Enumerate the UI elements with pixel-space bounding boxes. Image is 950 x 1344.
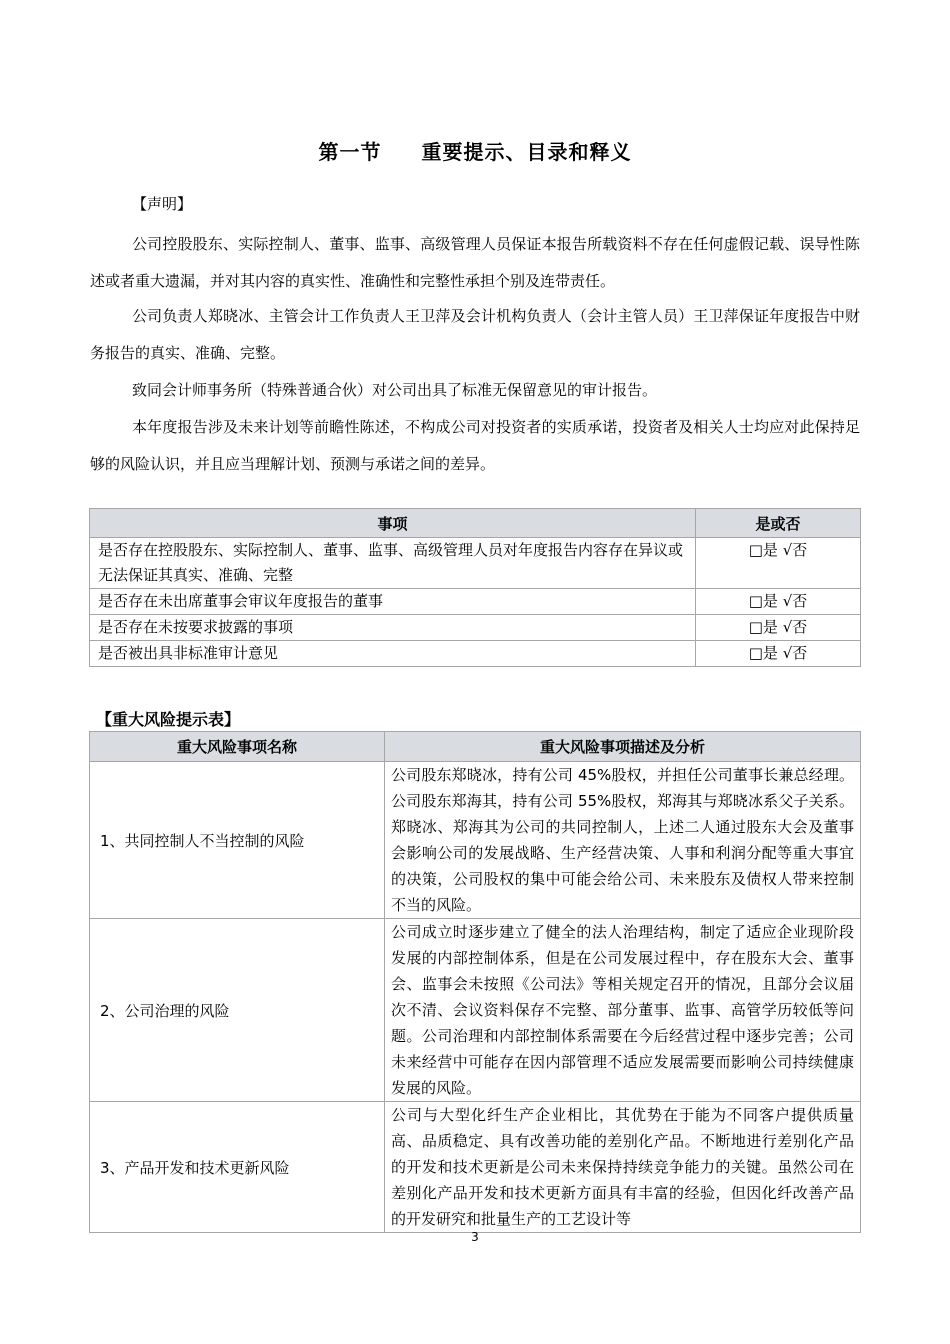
page-number: 3 — [471, 1230, 479, 1244]
risk-name: 3、产品开发和技术更新风险 — [90, 1102, 385, 1233]
matter-item: 是否存在未出席董事会审议年度报告的董事 — [90, 589, 696, 615]
matter-item: 是否存在未按要求披露的事项 — [90, 615, 696, 641]
table-row — [90, 589, 861, 615]
table-row — [90, 919, 861, 1102]
paragraph-audit: 致同会计师事务所（特殊普通合伙）对公司出具了标准无保留意见的审计报告。 — [132, 381, 658, 399]
column-header-item: 事项 — [90, 509, 696, 538]
matter-item: 是否被出具非标准审计意见 — [90, 641, 696, 667]
table-row — [90, 641, 861, 667]
paragraph-responsible: 公司负责人郑晓冰、主管会计工作负责人王卫萍及会计机构负责人（会计主管人员）王卫萍保证年度报告中财务报告的真实、准确、完整。 — [90, 307, 860, 362]
declaration-label: 【声明】 — [132, 195, 193, 213]
matters-table — [89, 508, 861, 667]
risk-description: 公司股东郑晓冰，持有公司 45%股权，并担任公司董事长兼总经理。公司股东郑海其，持有公司 55%股权，郑海其与郑晓冰系父子关系。郑晓冰、郑海其为公司的共同控制人，上述二人通过股东大会及董事会影响公司的发展战略、生产经营决策、人事和利润分配等重大事宜的决策，公司股权的集中可能会给公司、未来股东及债权人带来控制不当的风险。 — [385, 762, 861, 919]
table-header-row — [90, 732, 861, 762]
matter-answer: □是 √否 — [696, 538, 861, 589]
matter-item: 是否存在控股股东、实际控制人、董事、监事、高级管理人员对年度报告内容存在异议或无法保证其真实、准确、完整 — [90, 538, 696, 589]
risk-description: 公司与大型化纤生产企业相比，其优势在于能为不同客户提供质量高、品质稳定、具有改善功能的差别化产品。不断地进行差别化产品的开发和技术更新是公司未来保持持续竞争能力的关键。虽然公司在差别化产品开发和技术更新方面具有丰富的经验，但因化纤改善产品的开发研究和批量生产的工艺设计等 — [385, 1102, 861, 1233]
risk-table-heading: 【重大风险提示表】 — [96, 710, 241, 729]
matter-answer: □是 √否 — [696, 615, 861, 641]
matter-answer: □是 √否 — [696, 589, 861, 615]
paragraph-guarantee: 公司控股股东、实际控制人、董事、监事、高级管理人员保证本报告所载资料不存在任何虚假记载、误导性陈述或者重大遗漏，并对其内容的真实性、准确性和完整性承担个别及连带责任。 — [90, 235, 860, 290]
risk-name: 2、公司治理的风险 — [90, 919, 385, 1102]
table-row — [90, 762, 861, 919]
risk-table — [89, 731, 861, 1233]
table-row — [90, 1102, 861, 1233]
paragraph-forward-looking: 本年度报告涉及未来计划等前瞻性陈述，不构成公司对投资者的实质承诺，投资者及相关人士均应对此保持足够的风险认识，并且应当理解计划、预测与承诺之间的差异。 — [90, 418, 860, 473]
table-row — [90, 615, 861, 641]
risk-name: 1、共同控制人不当控制的风险 — [90, 762, 385, 919]
risk-description: 公司成立时逐步建立了健全的法人治理结构，制定了适应企业现阶段发展的内部控制体系，但是在公司发展过程中，存在股东大会、董事会、监事会未按照《公司法》等相关规定召开的情况，且部分会议届次不清、会议资料保存不完整、部分董事、监事、高管学历较低等问题。公司治理和内部控制体系需要在今后经营过程中逐步完善；公司未来经营中可能存在因内部管理不适应发展需要而影响公司持续健康发展的风险。 — [385, 919, 861, 1102]
table-header-row — [90, 509, 861, 538]
column-header-answer: 是或否 — [696, 509, 861, 538]
section-title: 第一节 重要提示、目录和释义 — [318, 140, 632, 164]
matter-answer: □是 √否 — [696, 641, 861, 667]
column-header-risk-desc: 重大风险事项描述及分析 — [385, 732, 861, 762]
table-row — [90, 538, 861, 589]
column-header-risk-name: 重大风险事项名称 — [90, 732, 385, 762]
